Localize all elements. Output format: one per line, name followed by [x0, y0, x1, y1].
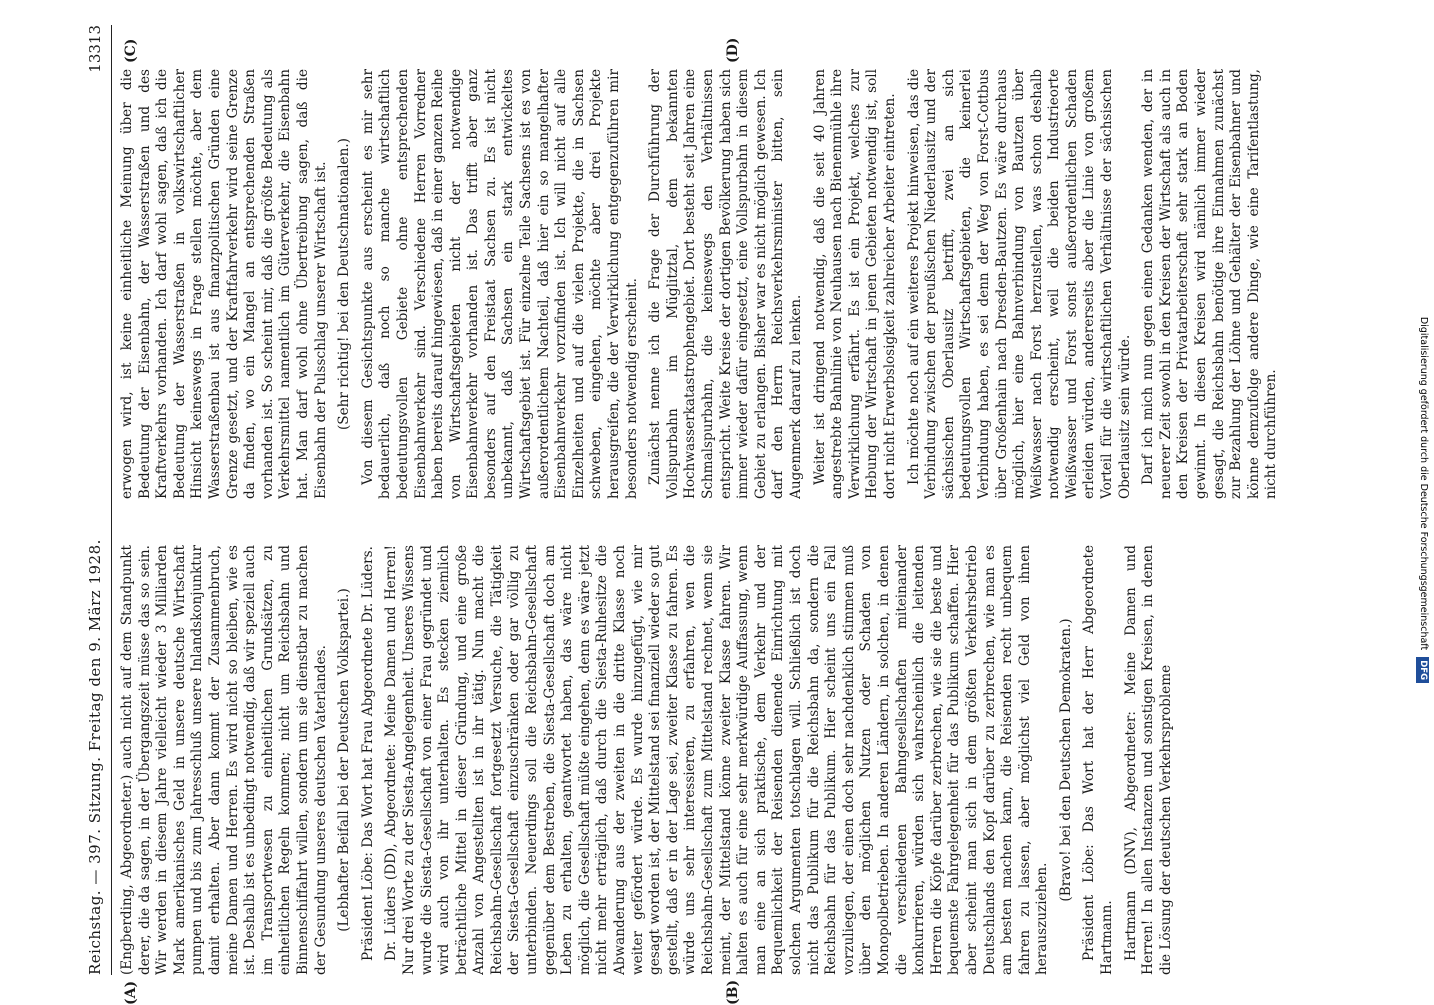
speaker-announcement: Präsident Löbe: Das Wort hat der Herr Abgeordnete Hartmann. [1081, 545, 1116, 975]
running-header [85, 25, 112, 975]
paragraph: Weiter ist dringend notwendig, daß die seit 40 Jahren angestrebte Bahnlinie von Neuhausen nach Bienenmühle ihre Verwirklichung erfährt. Es ist ein Projekt, welches zur Hebung der Wirtschaft in jenen Gebieten notwendig ist, soll dort nicht Erwerbslosigkeit zahlreicher Arbeiter eintreten. [811, 69, 898, 499]
speaker-announcement: Präsident Löbe: Das Wort hat Frau Abgeordnete Dr. Lüders. [359, 546, 376, 961]
dfg-logo: DFG [1416, 657, 1429, 683]
applause-note: (Sehr richtig! bei den Deutschnationalen.) [336, 138, 353, 430]
paragraph: (Engberding, Abgeordneter.) auch nicht auf dem Standpunkt derer, die da sagen, in der Übergangszeit müsse das so sein. Wir werden in diesem Jahre vielleicht wieder 3 Milliarden Mark amerikanisches Geld in unsere deutsche Wirtschaft pumpen und bis zum Jahresschluß unsere Inlandskonjunktur damit erhalten. Aber dann kommt der Zusammenbruch, meine Damen und Herren. Es wird nicht so bleiben, wie es ist. Deshalb ist es unbedingt notwendig, daß wir speziell auch im Transportwesen zu einheitlichen Grundsätzen, zu einheitlichen Regeln kommen; nicht um Reichsbahn und Binnenschiffahrt willen, sondern um sie dienstbar zu machen der Gesundung unseres deutschen Vaterlandes. [119, 545, 329, 975]
page-number: 13313 [86, 25, 104, 73]
paragraph: Ich möchte noch auf ein weiteres Projekt hinweisen, das die Verbindung zwischen der preußischen Niederlausitz und der sächsischen Oberlausitz betrifft, zwei an sich bedeutungsvollen Wirtschaftsgebieten, die keinerlei Verbindung haben, es sei denn der Weg von Forst-Cottbus über Großenhain nach Dresden-Bautzen. Es wäre durchaus möglich, hier eine Bahnverbindung von Bautzen über Weißwasser nach Forst herzustellen, was schon deshalb notwendig erscheint, weil die beiden Industrieorte Weißwasser und Forst sonst außerordentlichen Schaden erleiden würden, andererseits aber die Linie von großem Vorteil für die wirtschaftlichen Verhältnisse der sächsischen Oberlausitz sein würde. [905, 69, 1133, 499]
applause-note: (Bravo! bei den Deutschen Demokraten.) [1057, 618, 1074, 902]
credit-text: Digitalisierung gefördert durch die Deutsche Forschungsgemeinschaft [1418, 316, 1429, 651]
paragraph: Darf ich mich nun gegen einen Gedanken wenden, der in neuerer Zeit sowohl in den Kreisen der Wirtschaft als auch in den Kreisen der Privatarbeiterschaft sehr stark an Boden gewinnt. In diesen Kreisen wird nämlich immer wieder gesagt, die Reichsbahn benötige ihre Einnahmen zunächst zur Bezahlung der Löhne und Gehälter der Eisenbahner und könne demzufolge andere Dinge, wie eine Tarifentlastung, nicht durchführen. [1140, 69, 1280, 499]
margin-mark-b: (B) [725, 979, 741, 1005]
margin-mark-a: (A) [123, 980, 139, 1005]
margin-mark-d: (D) [725, 37, 741, 63]
margin-mark-c: (C) [123, 38, 139, 63]
paragraph: erwogen wird, ist keine einheitliche Meinung über die Bedeutung der Eisenbahn, der Wasserstraßen und des Kraftverkehrs vorhanden. Ich darf wohl sagen, daß ich die Bedeutung der Wasserstraßen in volkswirtschaftlicher Hinsicht keineswegs in Frage stellen möchte, aber dem Wasserstraßenbau ist aus finanzpolitischen Gründen eine Grenze gesetzt, und der Kraftfahrverkehr wird seine Grenze da finden, wo ein Mangel an entsprechenden Straßen vorhanden ist. So scheint mir, daß die größte Bedeutung als Verkehrsmittel namentlich im Güterverkehr, die Eisenbahn hat. Man darf wohl ohne Übertreibung sagen, daß die Eisenbahn der Pulsschlag unserer Wirtschaft ist. [119, 69, 329, 499]
applause-note: (Lebhafter Beifall bei der Deutschen Volkspartei.) [336, 588, 353, 932]
digitization-credit [1412, 0, 1434, 1000]
paragraph: Hartmann (DNV), Abgeordneter: Meine Damen und Herren! In allen Instanzen und sonstigen Kreisen, in denen die Lösung der deutschen Verkehrsprobleme [1122, 545, 1174, 975]
left-column [119, 545, 1384, 975]
right-column [119, 69, 1384, 499]
header-title: Reichstag. — 397. Sitzung. Freitag den 9. März 1928. [86, 539, 104, 975]
paragraph: Dr. Lüders (DD), Abgeordnete: Meine Damen und Herren! Nur drei Worte zu der Siesta-Angelegenheit. Unseres Wissens wurde die Siesta-Gesellschaft von einer Frau gegründet und wird auch von ihr unterhalten. Es stecken ziemlich beträchtliche Mittel in dieser Gründung, und eine große Anzahl von Angestellten ist in ihr tätig. Nun macht die Reichsbahn-Gesellschaft fortgesetzt Versuche, die Tätigkeit der Siesta-Gesellschaft einzuschränken oder gar völlig zu unterbinden. Neuerdings soll die Reichsbahn-Gesellschaft gegenüber dem Bestreben, die Siesta-Gesellschaft doch am Leben zu erhalten, geantwortet haben, das wäre nicht möglich, die Gesellschaft müßte eingehen, denn es wäre jetzt nicht mehr erträglich, daß durch die Siesta-Ruhesitze die Abwanderung aus der zweiten in die dritte Klasse noch weiter gefördert würde. Es wurde hinzugefügt, wie mir gesagt worden ist, der Mittelstand sei finanziell wieder so gut gestellt, daß er in der Lage sei, zweiter Klasse zu fahren. Es würde uns sehr interessieren, zu erfahren, wen die Reichsbahn-Gesellschaft zum Mittelstand rechnet, wenn sie meint, der Mittelstand könne zweiter Klasse fahren. Wir halten es auch für eine sehr merkwürdige Auffassung, wenn man eine an sich praktische, dem Verkehr und der Bequemlichkeit der Reisenden dienende Einrichtung mit solchen Argumenten totschlagen will. Schließlich ist doch nicht das Publikum für die Reichsbahn da, sondern die Reichsbahn für das Publikum. Hier scheint uns ein Fall vorzuliegen, der einen doch sehr nachdenklich stimmen muß über den möglichen Nutzen oder Schaden von Monopolbetrieben. In anderen Ländern, in solchen, in denen die verschiedenen Bahngesellschaften miteinander konkurrieren, würden sich wahrscheinlich die leitenden Herren die Köpfe darüber zerbrechen, wie sie die beste und bequemste Fahrgelegenheit für das Publikum schaffen. Hier aber scheint man sich in dem größten Verkehrsbetrieb Deutschlands den Kopf darüber zu zerbrechen, wie man es am besten machen kann, die Reisenden recht unbequem fahren zu lassen, aber möglichst viel Geld von ihnen herauszuziehen. [383, 545, 1051, 975]
rotated-document-page [85, 25, 1395, 1005]
paragraph: Zunächst nenne ich die Frage der Durchführung der Vollspurbahn im Müglitztal, dem bekannten Hochwasserkatastrophengebiet. Dort besteht seit Jahren eine Schmalspurbahn, die keineswegs den Verhältnissen entspricht. Weite Kreise der dortigen Bevölkerung haben sich immer wieder dafür eingesetzt, eine Vollspurbahn in diesem Gebiet zu erlangen. Bisher war es nicht möglich gewesen. Ich darf den Herrn Reichsverkehrsminister bitten, sein Augenmerk darauf zu lenken. [647, 69, 804, 499]
paragraph: Von diesem Gesichtspunkte aus erscheint es mir sehr bedauerlich, daß noch so manche wirtschaftlich bedeutungsvollen Gebiete ohne entsprechenden Eisenbahnverkehr sind. Verschiedene Herren Vorredner haben bereits darauf hingewiesen, daß in einer ganzen Reihe von Wirtschaftsgebieten nicht der notwendige Eisenbahnverkehr vorhanden ist. Das trifft aber ganz besonders auf den Freistaat Sachsen zu. Es ist nicht unbekannt, daß Sachsen ein stark entwickeltes Wirtschaftsgebiet ist. Für einzelne Teile Sachsens ist es von außerordentlichem Nachteil, daß hier ein so mangelhafter Eisenbahnverkehr vorzufinden ist. Ich will nicht auf alle Einzelheiten und auf die vielen Projekte, die in Sachsen schweben, eingehen, möchte aber drei Projekte herausgreifen, die der Verwirklichung entgegenzuführen mir besonders notwendig erscheint. [359, 69, 640, 499]
